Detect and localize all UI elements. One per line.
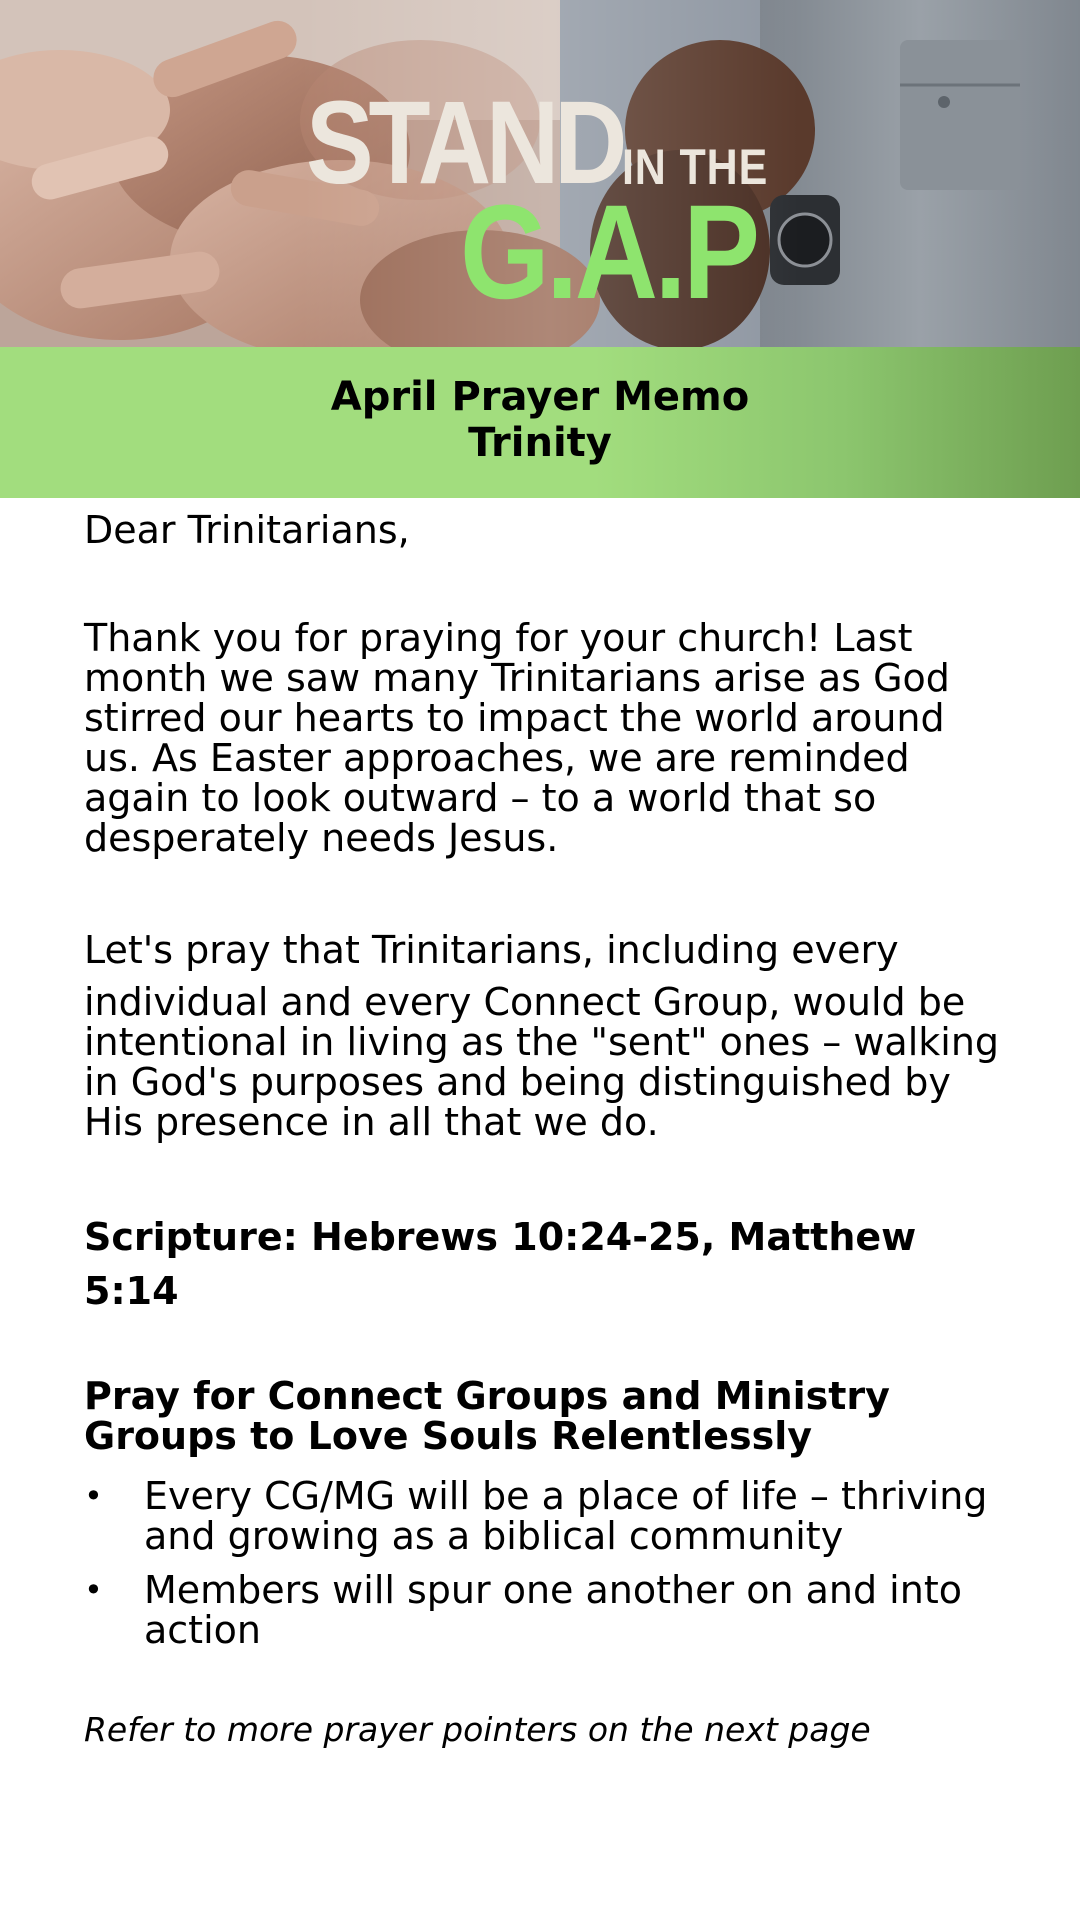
logo-in-the-text: IN THE — [622, 139, 769, 195]
paragraph-lets-pray-rest: individual and every Connect Group, would be intentional in living as the "sent" ones – walking in God's purposes and being distinguished by His presence in all that we do. — [84, 980, 1000, 1144]
logo-gap-text: G.A.P — [460, 178, 757, 327]
bullet-icon: • — [84, 1477, 103, 1515]
prayer-points-list — [84, 1476, 1004, 1650]
next-page-note: Refer to more prayer pointers on the next page — [84, 1710, 871, 1749]
paragraph-lets-pray — [84, 930, 1004, 1142]
memo-title-banner — [0, 347, 1080, 498]
list-item — [84, 1570, 1004, 1650]
prayer-point-text: Members will spur one another on and into action — [144, 1568, 962, 1652]
memo-title: April Prayer Memo — [330, 374, 750, 420]
memo-subtitle: Trinity — [468, 420, 612, 466]
hero-banner — [0, 0, 1080, 347]
greeting: Dear Trinitarians, — [84, 508, 410, 552]
paragraph-thank-you: Thank you for praying for your church! Last month we saw many Trinitarians arise as God stirred our hearts to impact the world around us. As Easter approaches, we are reminded again to look outward – to a world that so desperately needs Jesus. — [84, 616, 950, 860]
paragraph-lets-pray-line1: Let's pray that Trinitarians, including every — [84, 928, 899, 972]
stand-in-the-gap-logo — [0, 0, 1080, 347]
prayer-heading: Pray for Connect Groups and Ministry Groups to Love Souls Relentlessly — [84, 1374, 890, 1458]
list-item — [84, 1476, 1004, 1556]
bullet-icon: • — [84, 1571, 103, 1609]
scripture-reference: Scripture: Hebrews 10:24-25, Matthew 5:14 — [84, 1215, 917, 1313]
memo-body — [84, 510, 1004, 1750]
prayer-point-text: Every CG/MG will be a place of life – thriving and growing as a biblical community — [144, 1474, 988, 1558]
logo-stand-text: STAND — [306, 77, 623, 209]
